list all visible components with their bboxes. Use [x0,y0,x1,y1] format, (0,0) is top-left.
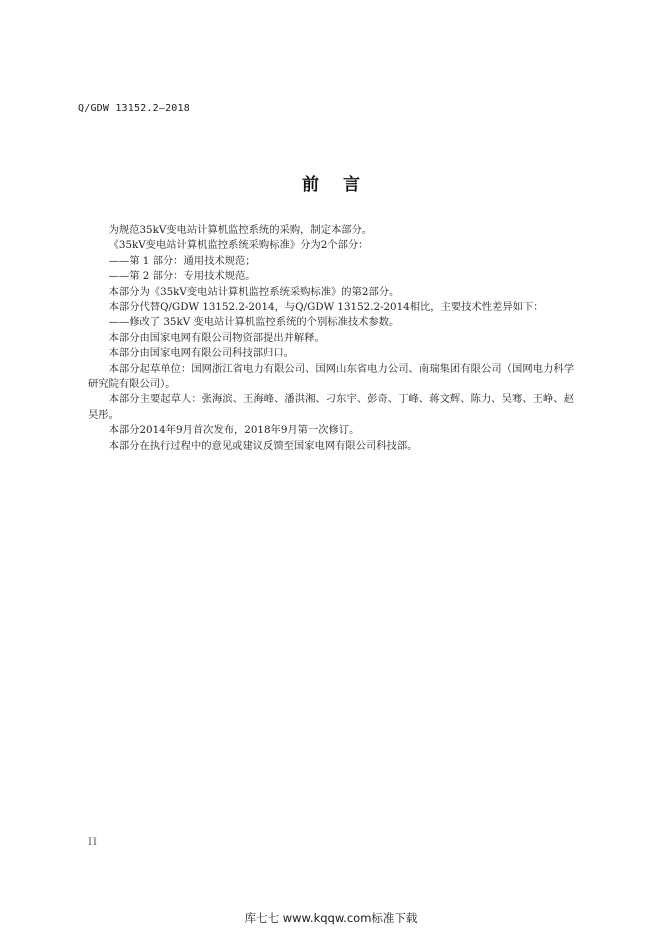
paragraph-part-1: ——第 1 部分：通用技术规范； [108,254,256,267]
foreword-body [88,223,574,454]
paragraph-changes: ——修改了 35kV 变电站计算机监控系统的个别标准技术参数。 [108,316,400,329]
page-number: II [88,837,98,848]
paragraph-replaces: 本部分代替Q/GDW 13152.2-2014，与Q/GDW 13152.2-2014相比，主要技术性差异如下： [108,301,544,314]
paragraph-drafting-units: 本部分起草单位：国网浙江省电力有限公司、国网山东省电力公司、南瑞集团有限公司（国网电力科学研究院有限公司）。 [88,362,574,391]
document-code: Q/GDW 13152.2—2018 [78,103,190,114]
paragraph-managed-by: 本部分由国家电网有限公司科技部归口。 [108,347,294,360]
paragraph-this-part: 本部分为《35kV变电站计算机监控系统采购标准》的第2部分。 [108,285,400,298]
paragraph-drafters: 本部分主要起草人：张海滨、王海峰、潘洪湘、刁东宇、彭奇、丁峰、蒋文辉、陈力、吴骞、王峥、赵昊彤。 [88,393,574,421]
page-title: 前言 [302,175,384,195]
paragraph-feedback: 本部分在执行过程中的意见或建议反馈至国家电网有限公司科技部。 [108,439,418,452]
paragraph-proposed-by: 本部分由国家电网有限公司物资部提出并解释。 [108,331,325,344]
site-watermark: 库七七 www.kqqw.com标准下载 [244,911,418,925]
paragraph-release-history: 本部分2014年9月首次发布，2018年9月第一次修订。 [108,424,360,437]
paragraph-parts: 《35kV变电站计算机监控系统采购标准》分为2个部分： [108,239,369,252]
paragraph-scope: 为规范35kV变电站计算机监控系统的采购，制定本部分。 [108,224,373,236]
paragraph-part-2: ——第 2 部分：专用技术规范。 [108,270,256,283]
